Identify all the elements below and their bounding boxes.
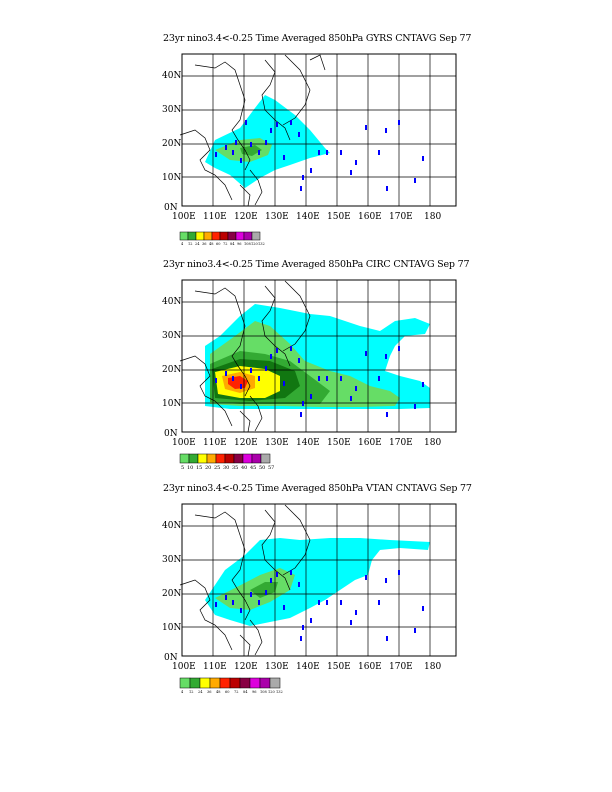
svg-text:60: 60	[225, 690, 230, 694]
lon-labels	[172, 662, 441, 672]
panel-gyrs	[0, 0, 612, 260]
lon-label: 110E	[203, 662, 227, 672]
lat-label: 20N	[162, 139, 182, 149]
lat-label: 0N	[164, 429, 178, 439]
svg-text:4: 4	[181, 690, 184, 694]
lon-label: 160E	[358, 662, 382, 672]
lon-label: 140E	[296, 212, 320, 222]
lat-label: 30N	[162, 331, 182, 341]
lon-label: 140E	[296, 438, 320, 448]
svg-text:120: 120	[268, 690, 275, 694]
lon-labels	[172, 438, 441, 448]
lat-labels	[162, 521, 181, 663]
svg-text:20: 20	[205, 465, 212, 471]
lat-label: 10N	[162, 623, 182, 633]
svg-text:132: 132	[276, 690, 283, 694]
shaded-contours	[205, 95, 330, 188]
lon-label: 110E	[203, 212, 227, 222]
lon-label: 180	[424, 212, 442, 222]
lon-label: 180	[424, 438, 442, 448]
lon-label: 150E	[327, 438, 351, 448]
lon-label: 100E	[172, 662, 196, 672]
shaded-contours	[205, 304, 430, 409]
svg-text:24: 24	[195, 242, 200, 246]
lon-label: 130E	[265, 212, 289, 222]
svg-text:36: 36	[202, 242, 207, 246]
lon-label: 170E	[389, 662, 413, 672]
svg-text:108: 108	[244, 242, 251, 246]
lon-label: 170E	[389, 212, 413, 222]
svg-text:15: 15	[196, 465, 203, 471]
lon-label: 120E	[234, 438, 258, 448]
svg-text:84: 84	[243, 690, 248, 694]
svg-text:35: 35	[232, 465, 239, 471]
map-circ	[0, 226, 612, 486]
lat-label: 10N	[162, 173, 182, 183]
map-gyrs	[0, 0, 612, 260]
lon-label: 140E	[296, 662, 320, 672]
lon-labels	[172, 212, 441, 222]
lon-label: 130E	[265, 662, 289, 672]
lat-label: 0N	[164, 653, 178, 663]
svg-text:57: 57	[268, 465, 275, 471]
lon-label: 110E	[203, 438, 227, 448]
lon-label: 150E	[327, 212, 351, 222]
lat-labels	[162, 71, 181, 213]
svg-text:48: 48	[209, 242, 214, 246]
contour-cyan	[205, 95, 330, 188]
svg-text:36: 36	[207, 690, 212, 694]
lon-label: 120E	[234, 212, 258, 222]
lat-label: 40N	[162, 521, 182, 531]
lat-label: 30N	[162, 555, 182, 565]
lat-label: 20N	[162, 365, 182, 375]
panel-circ	[0, 226, 612, 486]
panel-vtan	[0, 450, 612, 710]
svg-text:96: 96	[237, 242, 242, 246]
svg-text:10: 10	[187, 465, 194, 471]
svg-text:132: 132	[258, 242, 265, 246]
lat-label: 20N	[162, 589, 182, 599]
lon-label: 160E	[358, 212, 382, 222]
shaded-contours	[205, 538, 430, 626]
lon-label: 150E	[327, 662, 351, 672]
lon-label: 120E	[234, 662, 258, 672]
lon-label: 180	[424, 662, 442, 672]
map-vtan	[0, 450, 612, 710]
svg-text:72: 72	[234, 690, 239, 694]
svg-text:108: 108	[260, 690, 267, 694]
contour-cyan	[205, 538, 430, 626]
svg-text:30: 30	[223, 465, 230, 471]
svg-text:24: 24	[198, 690, 203, 694]
lon-label: 130E	[265, 438, 289, 448]
svg-text:25: 25	[214, 465, 221, 471]
lat-labels	[162, 297, 181, 439]
svg-text:5: 5	[181, 465, 185, 471]
lat-label: 30N	[162, 105, 182, 115]
svg-text:12: 12	[189, 690, 194, 694]
svg-text:4: 4	[181, 242, 184, 246]
svg-text:40: 40	[241, 465, 248, 471]
svg-text:60: 60	[216, 242, 221, 246]
legend-vtan	[180, 678, 300, 694]
lon-label: 100E	[172, 212, 196, 222]
panel-title: 23yr nino3.4<-0.25 Time Averaged 850hPa CIRC CNTAVG Sep 77	[163, 259, 470, 270]
panel-title: 23yr nino3.4<-0.25 Time Averaged 850hPa GYRS CNTAVG Sep 77	[163, 33, 472, 44]
svg-text:120: 120	[251, 242, 258, 246]
lat-label: 10N	[162, 399, 182, 409]
lat-label: 40N	[162, 71, 182, 81]
lat-label: 40N	[162, 297, 182, 307]
svg-text:50: 50	[259, 465, 266, 471]
lon-label: 100E	[172, 438, 196, 448]
svg-text:12: 12	[188, 242, 193, 246]
svg-text:96: 96	[252, 690, 257, 694]
lon-label: 160E	[358, 438, 382, 448]
svg-text:45: 45	[250, 465, 257, 471]
svg-text:48: 48	[216, 690, 221, 694]
svg-text:72: 72	[223, 242, 228, 246]
panel-title: 23yr nino3.4<-0.25 Time Averaged 850hPa VTAN CNTAVG Sep 77	[163, 483, 472, 494]
lat-label: 0N	[164, 203, 178, 213]
svg-text:84: 84	[230, 242, 235, 246]
lon-label: 170E	[389, 438, 413, 448]
